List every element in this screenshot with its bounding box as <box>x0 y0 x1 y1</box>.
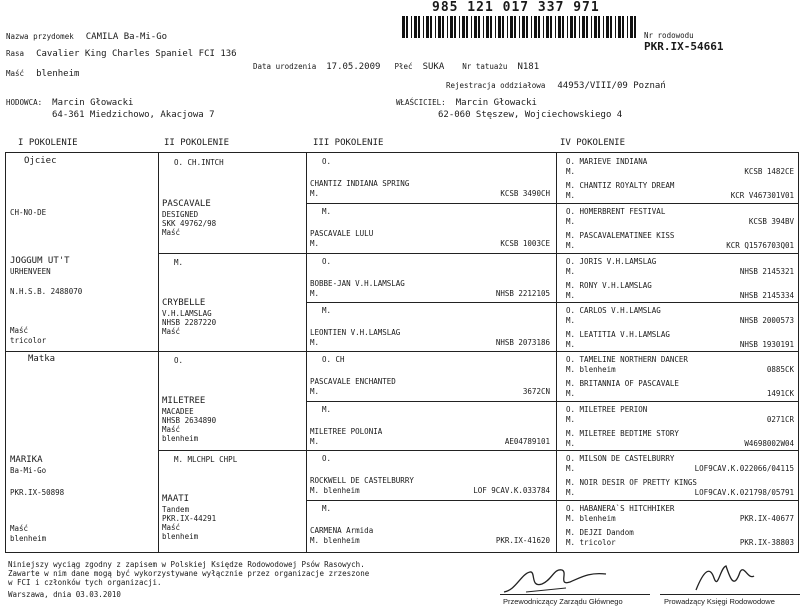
gen2-sub: Tandem <box>162 505 190 514</box>
gen3-registration: AE04789101 <box>504 437 550 446</box>
gen4-registration: PKR.IX-38803 <box>739 538 794 547</box>
gen4-name: M. CHANTIZ ROYALTY DREAM <box>566 181 675 190</box>
gen3-name: PASCAVALE ENCHANTED <box>310 377 396 386</box>
footer-statement-1: Niniejszy wyciąg zgodny z zapisem w Polskiej Księdze Rodowodowej Psów Rasowych. <box>8 560 365 569</box>
gen3-color: M. <box>310 289 320 298</box>
gen4-name: M. NOIR DESIR OF PRETTY KINGS <box>566 478 697 487</box>
gen2-title: M. <box>174 258 184 267</box>
gen4-color: M. <box>566 167 576 176</box>
barcode <box>402 16 642 38</box>
breeder-block <box>6 97 133 108</box>
name-value: CAMILA Ba-Mi-Go <box>85 32 168 42</box>
column-header-gen4: IV POKOLENIE <box>560 138 626 148</box>
gen2-color: Maść <box>162 228 181 237</box>
gen2-title: O. CH.INTCH <box>174 158 224 167</box>
column-header-gen3: III POKOLENIE <box>313 138 384 148</box>
gen3-name: BOBBE-JAN V.H.LAMSLAG <box>310 279 405 288</box>
gen3-title: O. CH <box>322 355 345 364</box>
gen4-color: M. <box>566 291 576 300</box>
registrar-caption: Prowadzący Księgi Rodowodowe <box>664 597 775 606</box>
tattoo-value: N181 <box>517 62 540 72</box>
gen2-name: CRYBELLE <box>162 298 206 308</box>
gen4-name: O. JORIS V.H.LAMSLAG <box>566 257 657 266</box>
gen4-registration: NHSB 1930191 <box>739 340 794 349</box>
gen3-name: ROCKWELL DE CASTELBURRY <box>310 476 414 485</box>
gen4-name: O. HOMERBRENT FESTIVAL <box>566 207 666 216</box>
gen4-registration: NHSB 2145334 <box>739 291 794 300</box>
breed-row <box>6 48 237 59</box>
gen3-title: M. <box>322 207 332 216</box>
gen4-registration: LOF9CAV.K.022066/04115 <box>694 464 794 473</box>
sire-color: tricolor <box>10 336 47 345</box>
owner-address: 62-060 Stęszew, Wojciechowskiego 4 <box>438 110 623 120</box>
gen3-registration: NHSB 2073186 <box>495 338 550 347</box>
gen4-name: M. LEATITIA V.H.LAMSLAG <box>566 330 670 339</box>
gen3-registration: KCSB 3490CH <box>500 189 550 198</box>
color-label: Maść <box>6 69 25 78</box>
gen4-registration: NHSB 2000573 <box>739 316 794 325</box>
gen4-name: M. DEJZI Dandom <box>566 528 634 537</box>
gen2-registration: NHSB 2287220 <box>162 318 217 327</box>
dam-registration: PKR.IX-50898 <box>10 488 65 497</box>
gen4-registration: KCSB 1482CE <box>744 167 794 176</box>
branch-row <box>446 80 666 91</box>
gen2-title: M. MLCHPL CHPL <box>174 455 238 464</box>
sire-registration: N.H.S.B. 2488070 <box>10 287 83 296</box>
dam-color-label: Maść <box>10 524 29 533</box>
gen4-color: M. tricolor <box>566 538 616 547</box>
sex-value: SUKA <box>422 62 445 72</box>
column-header-gen2: II POKOLENIE <box>164 138 230 148</box>
footer-statement-3: w FCI i członków tych organizacji. <box>8 578 162 587</box>
footer-statement-2: Zawarte w nim dane mogą być wykorzystywane wyłącznie przez organizacje zrzeszone <box>8 569 370 578</box>
gen2-registration: PKR.IX-44291 <box>162 514 217 523</box>
sire-name-2: URHENVEEN <box>10 267 51 276</box>
gen4-color: M. blenheim <box>566 365 616 374</box>
gen3-registration: 3672CN <box>522 387 550 396</box>
gen4-color: M. <box>566 488 576 497</box>
signature-line-2 <box>660 594 800 595</box>
gen4-registration: W4698002W04 <box>744 439 794 448</box>
breeder-label: HODOWCA: <box>6 98 43 107</box>
gen3-name: PASCAVALE LULU <box>310 229 374 238</box>
dob-label: Data urodzenia <box>253 62 317 71</box>
gen2-registration: SKK 49762/98 <box>162 219 217 228</box>
gen4-name: O. MILETREE PERION <box>566 405 648 414</box>
dam-color: blenheim <box>10 534 47 543</box>
breeder-name: Marcin Głowacki <box>52 98 134 108</box>
branch-label: Rejestracja oddziałowa <box>446 81 546 90</box>
gen4-registration: PKR.IX-40677 <box>739 514 794 523</box>
gen4-registration: LOF9CAV.K.021798/05791 <box>694 488 794 497</box>
gen4-name: M. RONY V.H.LAMSLAG <box>566 281 652 290</box>
pedigree-number-label: Nr rodowodu <box>644 31 694 40</box>
breed-label: Rasa <box>6 49 25 58</box>
gen2-name: MAATI <box>162 494 190 504</box>
owner-label: WŁAŚCICIEL: <box>396 98 446 107</box>
gen4-name: M. BRITANNIA OF PASCAVALE <box>566 379 679 388</box>
gen3-title: O. <box>322 454 332 463</box>
gen4-color: M. <box>566 439 576 448</box>
color-row <box>6 68 79 79</box>
dob-value: 17.05.2009 <box>326 62 381 72</box>
gen3-registration: PKR.IX-41620 <box>495 536 550 545</box>
gen3-title: O. <box>322 157 332 166</box>
gen4-color: M. <box>566 191 576 200</box>
gen4-name: M. PASCAVALEMATINEE KISS <box>566 231 675 240</box>
gen3-color: M. <box>310 239 320 248</box>
gen4-registration: NHSB 2145321 <box>739 267 794 276</box>
gen3-name: LEONTIEN V.H.LAMSLAG <box>310 328 401 337</box>
gen4-color: M. <box>566 340 576 349</box>
gen2-name: MILETREE <box>162 396 206 406</box>
gen3-title: M. <box>322 405 332 414</box>
gen3-color: M. blenheim <box>310 536 360 545</box>
gen2-color-2: blenheim <box>162 434 199 443</box>
gen4-name: O. CARLOS V.H.LAMSLAG <box>566 306 661 315</box>
gen3-color: M. <box>310 338 320 347</box>
gen4-name: M. MILETREE BEDTIME STORY <box>566 429 679 438</box>
gen4-color: M. <box>566 241 576 250</box>
gen4-name: O. HABANERA`S HITCHHIKER <box>566 504 675 513</box>
gen4-registration: KCR V467301V01 <box>730 191 794 200</box>
tattoo-label: Nr tatuażu <box>462 62 508 71</box>
gen3-title: M. <box>322 306 332 315</box>
sire-name: JOGGUM UT'T <box>10 256 70 266</box>
name-label: Nazwa przydomek <box>6 32 74 41</box>
gen3-registration: KCSB 1003CE <box>500 239 550 248</box>
sex-label: Płeć <box>394 62 413 71</box>
gen3-title: O. <box>322 257 332 266</box>
breed-value: Cavalier King Charles Spaniel FCI 136 <box>36 49 237 59</box>
sire-role: Ojciec <box>24 156 57 166</box>
gen2-sub: V.H.LAMSLAG <box>162 309 212 318</box>
gen4-color: M. <box>566 464 576 473</box>
dob-row <box>253 61 539 72</box>
gen2-registration: NHSB 2634890 <box>162 416 217 425</box>
column-header-gen1: I POKOLENIE <box>18 138 78 148</box>
gen3-name: MILETREE POLONIA <box>310 427 383 436</box>
gen4-color: M. <box>566 389 576 398</box>
gen4-name: O. TAMELINE NORTHERN DANCER <box>566 355 688 364</box>
gen4-color: M. <box>566 267 576 276</box>
gen4-registration: KCSB 394BV <box>748 217 794 226</box>
gen3-color: M. blenheim <box>310 486 360 495</box>
gen4-registration: 0271CR <box>766 415 794 424</box>
gen3-title: M. <box>322 504 332 513</box>
gen2-color: Maść <box>162 327 181 336</box>
sire-prefix: CH-NO-DE <box>10 208 47 217</box>
gen4-color: M. <box>566 316 576 325</box>
gen3-registration: LOF 9CAV.K.033784 <box>473 486 550 495</box>
gen4-registration: 1491CK <box>766 389 794 398</box>
gen2-color-2: blenheim <box>162 532 199 541</box>
name-row <box>6 31 167 42</box>
gen3-color: M. <box>310 387 320 396</box>
gen2-sub: MACADEE <box>162 407 194 416</box>
gen2-color: Maść <box>162 523 181 532</box>
gen4-color: M. blenheim <box>566 514 616 523</box>
signature-line-1 <box>500 594 650 595</box>
gen2-title: O. <box>174 356 184 365</box>
dam-role: Matka <box>28 354 56 364</box>
owner-block <box>396 97 537 108</box>
breeder-address: 64-361 Miedzichowo, Akacjowa 7 <box>52 110 215 120</box>
gen4-color: M. <box>566 415 576 424</box>
pedigree-number: PKR.IX-54661 <box>644 40 724 53</box>
gen4-registration: 0885CK <box>766 365 794 374</box>
chairman-caption: Przewodniczący Zarządu Głównego <box>503 597 623 606</box>
color-value: blenheim <box>36 69 80 79</box>
gen4-color: M. <box>566 217 576 226</box>
gen2-name: PASCAVALE <box>162 199 211 209</box>
gen3-name: CARMENA Armida <box>310 526 374 535</box>
branch-value: 44953/VIII/09 Poznań <box>557 81 666 91</box>
microchip-number: 985 121 017 337 971 <box>432 0 600 15</box>
gen2-color: Maść <box>162 425 181 434</box>
sire-color-label: Maść <box>10 326 29 335</box>
owner-name: Marcin Głowacki <box>455 98 537 108</box>
gen2-sub: DESIGNED <box>162 210 199 219</box>
gen4-name: O. MILSON DE CASTELBURRY <box>566 454 675 463</box>
gen3-name: CHANTIZ INDIANA SPRING <box>310 179 410 188</box>
dam-name-2: Ba-Mi-Go <box>10 466 47 475</box>
dam-name: MARIKA <box>10 455 43 465</box>
gen3-registration: NHSB 2212105 <box>495 289 550 298</box>
gen3-color: M. <box>310 437 320 446</box>
issue-date: Warszawa, dnia 03.03.2010 <box>8 590 121 599</box>
gen4-name: O. MARIEVE INDIANA <box>566 157 648 166</box>
gen4-registration: KCR Q1576703Q01 <box>726 241 794 250</box>
gen3-color: M. <box>310 189 320 198</box>
